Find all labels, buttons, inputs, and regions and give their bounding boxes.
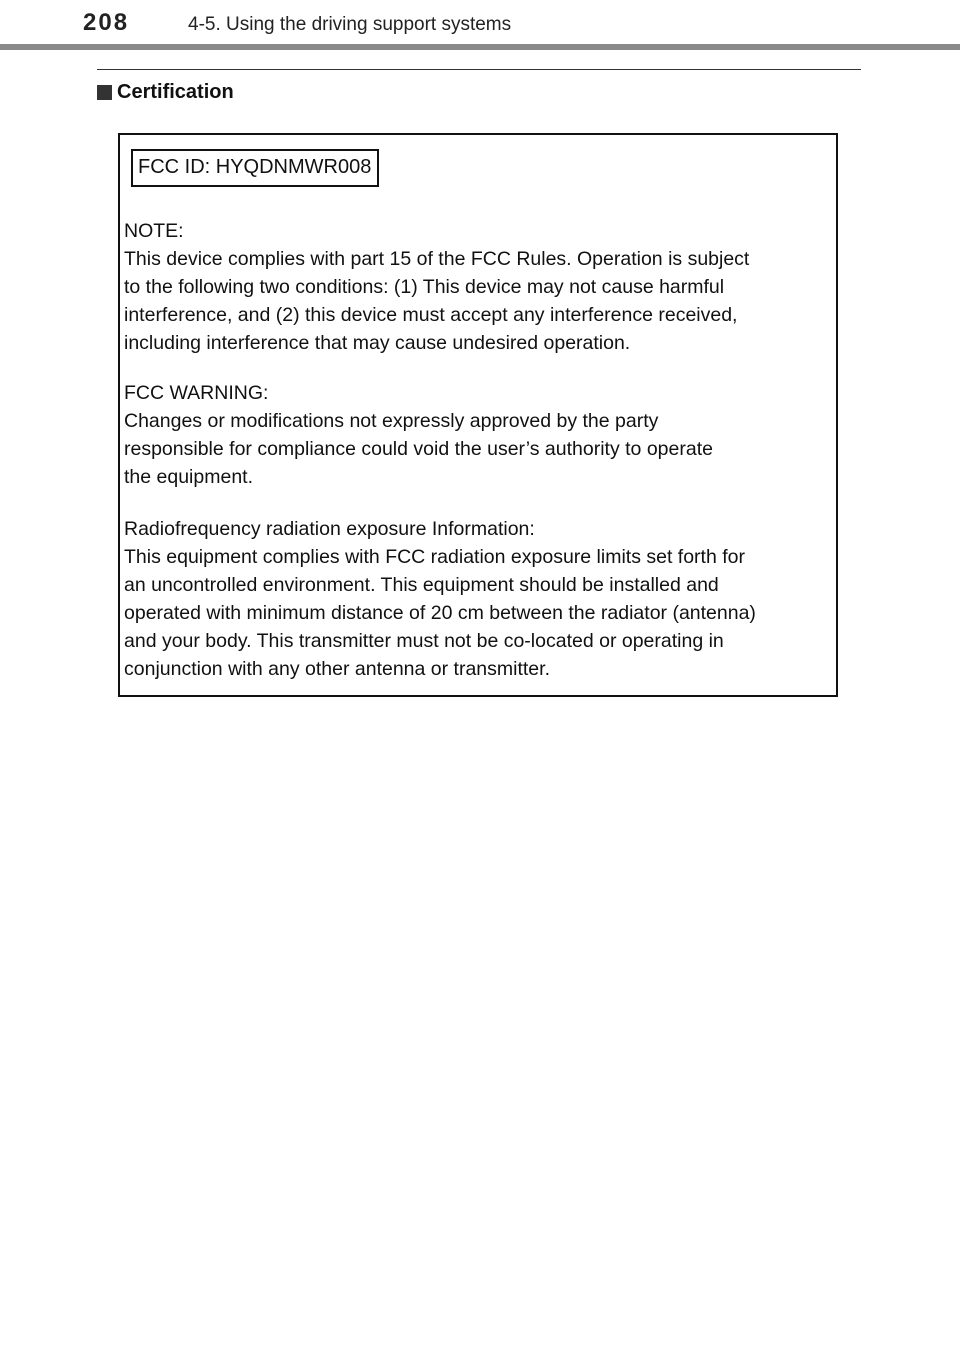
fcc-id-box: FCC ID: HYQDNMWR008: [131, 149, 379, 187]
warning-block: [124, 379, 836, 491]
radiation-line: operated with minimum distance of 20 cm between the radiator (antenna): [124, 602, 756, 624]
note-line: to the following two conditions: (1) This device may not cause harmful: [124, 276, 725, 298]
warning-line: FCC WARNING:: [124, 382, 269, 404]
note-line: This device complies with part 15 of the FCC Rules. Operation is subject: [124, 248, 750, 270]
warning-line: Changes or modifications not expressly approved by the party: [124, 410, 659, 432]
certification-label: [118, 133, 838, 697]
radiation-line: and your body. This transmitter must not be co-located or operating in: [124, 630, 724, 652]
radiation-line: Radiofrequency radiation exposure Information:: [124, 518, 535, 540]
radiation-info-block: [124, 515, 836, 683]
radiation-line: an uncontrolled environment. This equipment should be installed and: [124, 574, 719, 596]
page-header: [0, 0, 960, 44]
section-title: 4-5. Using the driving support systems: [188, 14, 512, 35]
note-line: NOTE:: [124, 220, 184, 242]
radiation-line: conjunction with any other antenna or transmitter.: [124, 658, 550, 680]
warning-line: the equipment.: [124, 466, 254, 488]
certification-heading: [97, 81, 234, 104]
warning-line: responsible for compliance could void the user’s authority to operate: [124, 438, 713, 460]
radiation-line: This equipment complies with FCC radiation exposure limits set forth for: [124, 546, 745, 568]
square-bullet-icon: [97, 85, 112, 100]
header-rule: [0, 44, 960, 50]
page-number: 208: [83, 9, 130, 36]
note-block: [124, 217, 836, 357]
note-line: interference, and (2) this device must accept any interference received,: [124, 304, 738, 326]
note-line: including interference that may cause undesired operation.: [124, 332, 631, 354]
section-divider: [97, 69, 861, 70]
heading-text: Certification: [117, 81, 234, 103]
